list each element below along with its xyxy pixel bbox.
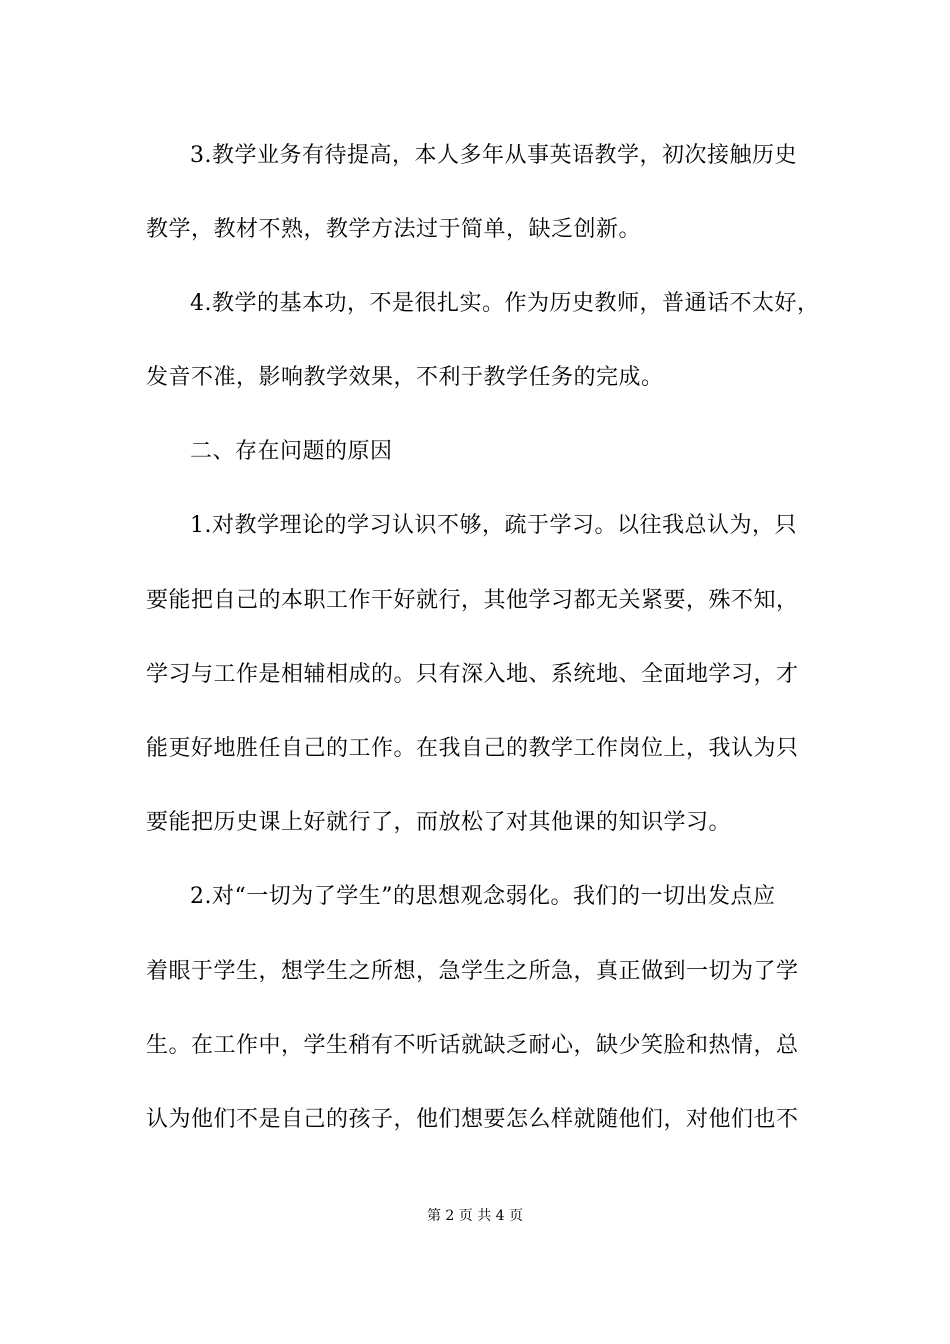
paragraph-line: 生。在工作中，学生稍有不听话就缺乏耐心，缺少笑脸和热情，总 bbox=[146, 1033, 799, 1058]
paragraph-line: 1.对教学理论的学习认识不够，疏于学习。以往我总认为，只 bbox=[190, 513, 797, 538]
section-heading: 二、存在问题的原因 bbox=[190, 439, 393, 464]
paragraph-line: 教学，教材不熟，教学方法过于简单，缺乏创新。 bbox=[146, 217, 642, 242]
paragraph-line: 学习与工作是相辅相成的。只有深入地、系统地、全面地学习，才 bbox=[146, 662, 799, 687]
paragraph-line: 2.对“一切为了学生”的思想观念弱化。我们的一切出发点应 bbox=[190, 884, 776, 909]
paragraph-line: 3.教学业务有待提高，本人多年从事英语教学，初次接触历史 bbox=[190, 143, 797, 168]
paragraph-line: 发音不准，影响教学效果，不利于教学任务的完成。 bbox=[146, 365, 664, 390]
paragraph-line: 4.教学的基本功，不是很扎实。作为历史教师，普通话不太好， bbox=[190, 291, 820, 316]
paragraph-line: 着眼于学生，想学生之所想，急学生之所急，真正做到一切为了学 bbox=[146, 959, 799, 984]
page-number-footer: 第 2 页 共 4 页 bbox=[426, 1208, 524, 1224]
paragraph-line: 认为他们不是自己的孩子，他们想要怎么样就随他们，对他们也不 bbox=[146, 1107, 799, 1132]
paragraph-line: 能更好地胜任自己的工作。在我自己的教学工作岗位上，我认为只 bbox=[146, 736, 799, 761]
paragraph-line: 要能把历史课上好就行了，而放松了对其他课的知识学习。 bbox=[146, 810, 732, 835]
paragraph-line: 要能把自己的本职工作干好就行，其他学习都无关紧要，殊不知， bbox=[146, 588, 799, 613]
